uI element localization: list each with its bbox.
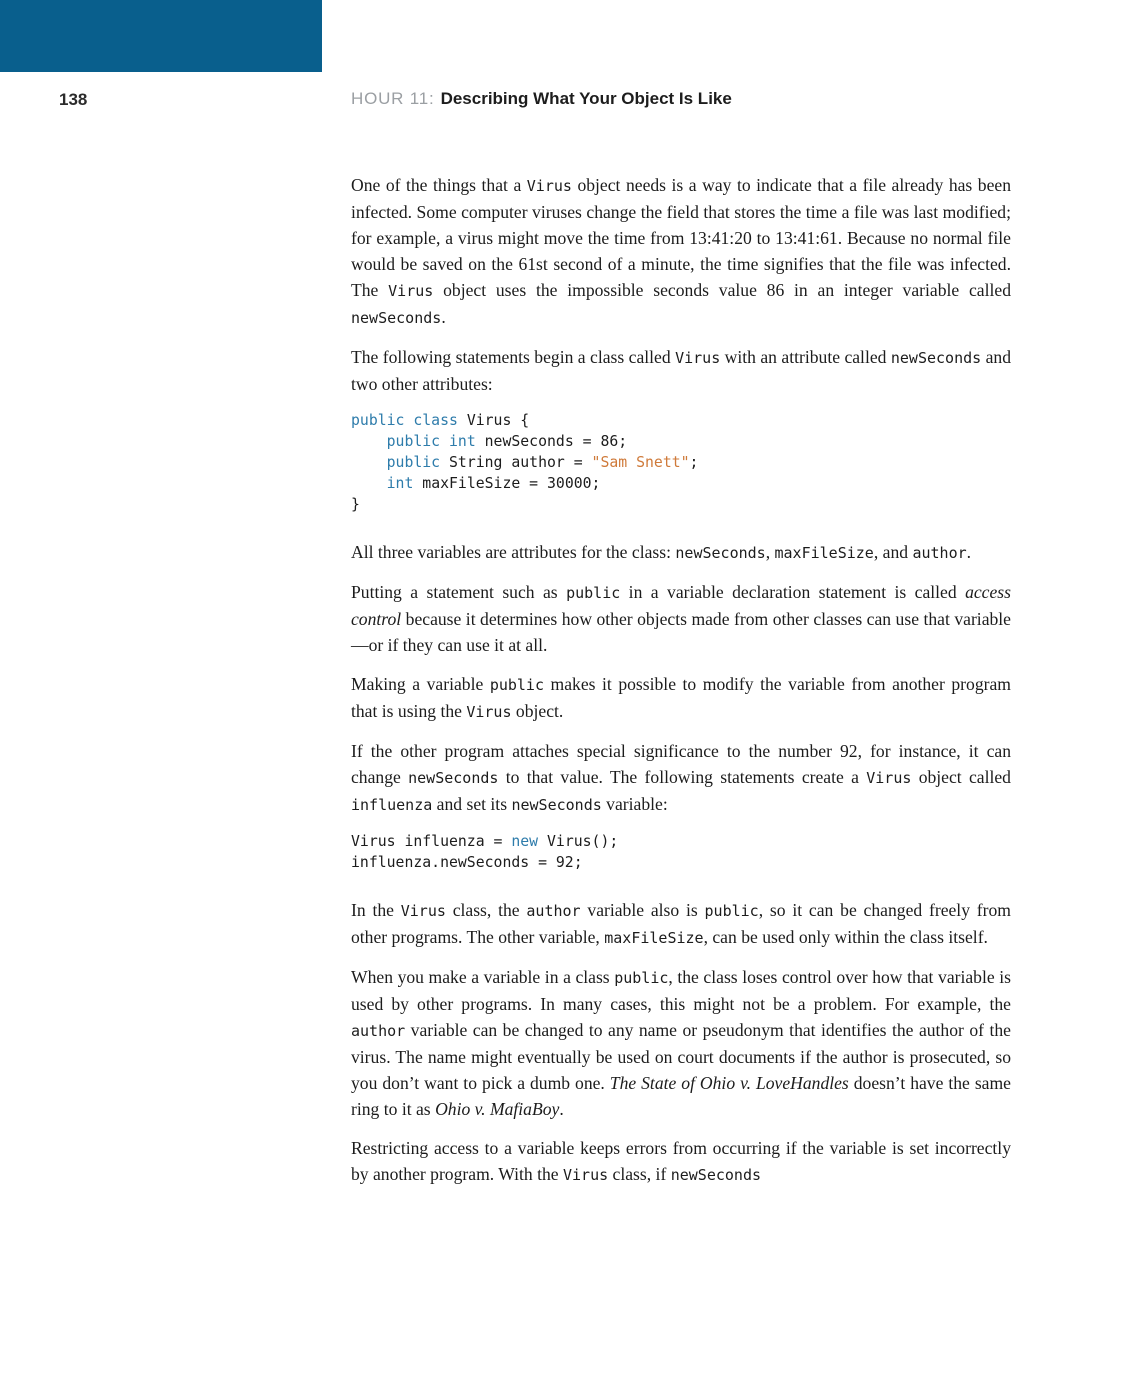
inline-code: author	[351, 1022, 406, 1040]
code-line	[351, 852, 1011, 873]
text-run: doesn’t have the same ring to it as	[351, 1073, 1011, 1119]
inline-code: newSeconds	[351, 309, 442, 327]
text-run: Virus {	[457, 412, 530, 429]
text-run: ;	[689, 454, 699, 471]
code-keyword: public	[386, 454, 441, 471]
text-run	[351, 475, 387, 492]
text-run: and set its	[432, 794, 512, 814]
inline-code: newSeconds	[511, 796, 602, 814]
inline-code: Virus	[563, 1166, 609, 1184]
text-run: and two other attributes:	[351, 347, 1012, 394]
code-line	[351, 410, 1011, 431]
text-run: variable can be changed to any name or pseudonym that identifies the author of the virus. The name might eventually be used on court documents if the author is prosecuted, so you don’t want to pick a dumb one.	[351, 1020, 1011, 1093]
inline-code: Virus	[466, 703, 512, 721]
text-run: influenza.newSeconds = 92;	[351, 854, 583, 871]
text-run: .	[966, 542, 972, 562]
code-line	[351, 452, 1011, 473]
text-run: maxFileSize = 30000;	[413, 475, 601, 492]
text-run: One of the things that a	[351, 175, 527, 195]
text-run: Restricting access to a variable keeps errors from occurring if the variable is set incorrectly by another program. With the	[351, 1138, 1011, 1184]
inline-code: author	[912, 544, 967, 562]
italic-text: access control	[351, 582, 1011, 629]
code-keyword: int	[386, 475, 414, 492]
text-run: object uses the impossible seconds value 86 in an integer variable called	[433, 280, 1011, 300]
text-run: Virus();	[538, 833, 619, 850]
text-run: with an attribute called	[720, 347, 891, 367]
text-run: object needs is a way to indicate that a file already has been infected. Some computer viruses change the field that stores the time a file was last modified; for example, a virus might move the time from 13:41:20 to 13:41:61. Because no normal file would be saved on the 61st second of a minute, the time signifies that the file was infected. The	[351, 175, 1011, 300]
paragraph-2	[351, 344, 1011, 397]
text-run: newSeconds = 86;	[475, 433, 628, 450]
running-head-hour-label: HOUR 11:	[351, 89, 435, 108]
text-run: , can be used only within the class itself.	[703, 927, 988, 947]
paragraph-1	[351, 172, 1011, 331]
paragraph-8	[351, 964, 1011, 1122]
text-run: In the	[351, 900, 401, 920]
page-body	[351, 172, 1011, 1201]
code-listing-1	[351, 410, 1011, 515]
text-run	[351, 433, 387, 450]
text-run: String author =	[440, 454, 592, 471]
paragraph-7	[351, 897, 1011, 951]
inline-code: public	[566, 584, 621, 602]
code-line	[351, 473, 1011, 494]
code-listing-2	[351, 831, 1011, 873]
inline-code: Virus	[866, 769, 912, 787]
text-run: If the other program attaches special significance to the number 92, for instance, it can change	[351, 741, 1011, 787]
text-run: ,	[765, 542, 775, 562]
inline-code: Virus	[675, 349, 721, 367]
text-run: to that value. The following statements create a	[498, 767, 867, 787]
text-run: variable:	[601, 794, 668, 814]
text-run: The following statements begin a class called	[351, 347, 676, 367]
text-run: , so it can be changed freely from other programs. The other variable,	[351, 900, 1011, 947]
inline-code: influenza	[351, 796, 433, 814]
paragraph-6	[351, 738, 1011, 818]
code-keyword: public int	[386, 433, 476, 450]
chapter-color-banner	[0, 0, 322, 72]
text-run: in a variable declaration statement is called	[620, 582, 966, 602]
italic-text: Ohio v. MafiaBoy	[435, 1099, 560, 1119]
inline-code: Virus	[400, 902, 446, 920]
code-keyword: public class	[351, 412, 458, 429]
inline-code: maxFileSize	[774, 544, 874, 562]
text-run: object called	[911, 767, 1011, 787]
text-run: , the class loses control over how that variable is used by other programs. In many cases, this might not be a problem. For example, the	[351, 967, 1011, 1014]
inline-code: public	[489, 676, 544, 694]
text-run: }	[351, 496, 360, 513]
inline-code: newSeconds	[670, 1166, 762, 1184]
text-run: Putting a statement such as	[351, 582, 567, 602]
inline-code: Virus	[526, 177, 572, 195]
running-head-title: Describing What Your Object Is Like	[440, 89, 732, 108]
code-line	[351, 431, 1011, 452]
inline-code: newSeconds	[890, 349, 982, 367]
paragraph-5	[351, 671, 1011, 725]
text-run: class, if	[608, 1164, 671, 1184]
inline-code: author	[526, 902, 581, 920]
inline-code: public	[614, 969, 669, 987]
text-run: makes it possible to modify the variable from another program that is using the	[351, 674, 1011, 721]
text-run: , and	[873, 542, 913, 562]
text-run: object.	[511, 701, 564, 721]
code-string: "Sam Snett"	[591, 454, 690, 471]
text-run: because it determines how other objects made from other classes can use that variable—or if they can use it at all.	[351, 609, 1011, 655]
inline-code: newSeconds	[408, 769, 499, 787]
text-run: When you make a variable in a class	[351, 967, 615, 987]
italic-text: The State of Ohio v. LoveHandles	[609, 1073, 849, 1093]
inline-code: public	[704, 902, 759, 920]
inline-code: Virus	[388, 282, 434, 300]
text-run: .	[559, 1099, 564, 1119]
text-run: class, the	[445, 900, 527, 920]
text-run: All three variables are attributes for the class:	[351, 542, 676, 562]
text-run: .	[441, 307, 446, 327]
text-run: variable also is	[580, 900, 705, 920]
paragraph-4	[351, 579, 1011, 658]
text-run: Making a variable	[351, 674, 490, 694]
paragraph-9	[351, 1135, 1011, 1188]
code-keyword: new	[511, 833, 539, 850]
page-number: 138	[59, 90, 88, 109]
text-run: Virus influenza =	[351, 833, 512, 850]
code-line	[351, 494, 1011, 515]
paragraph-3	[351, 539, 1011, 566]
inline-code: newSeconds	[675, 544, 766, 562]
running-head	[351, 89, 732, 109]
text-run	[351, 454, 387, 471]
inline-code: maxFileSize	[604, 929, 704, 947]
code-line	[351, 831, 1011, 852]
